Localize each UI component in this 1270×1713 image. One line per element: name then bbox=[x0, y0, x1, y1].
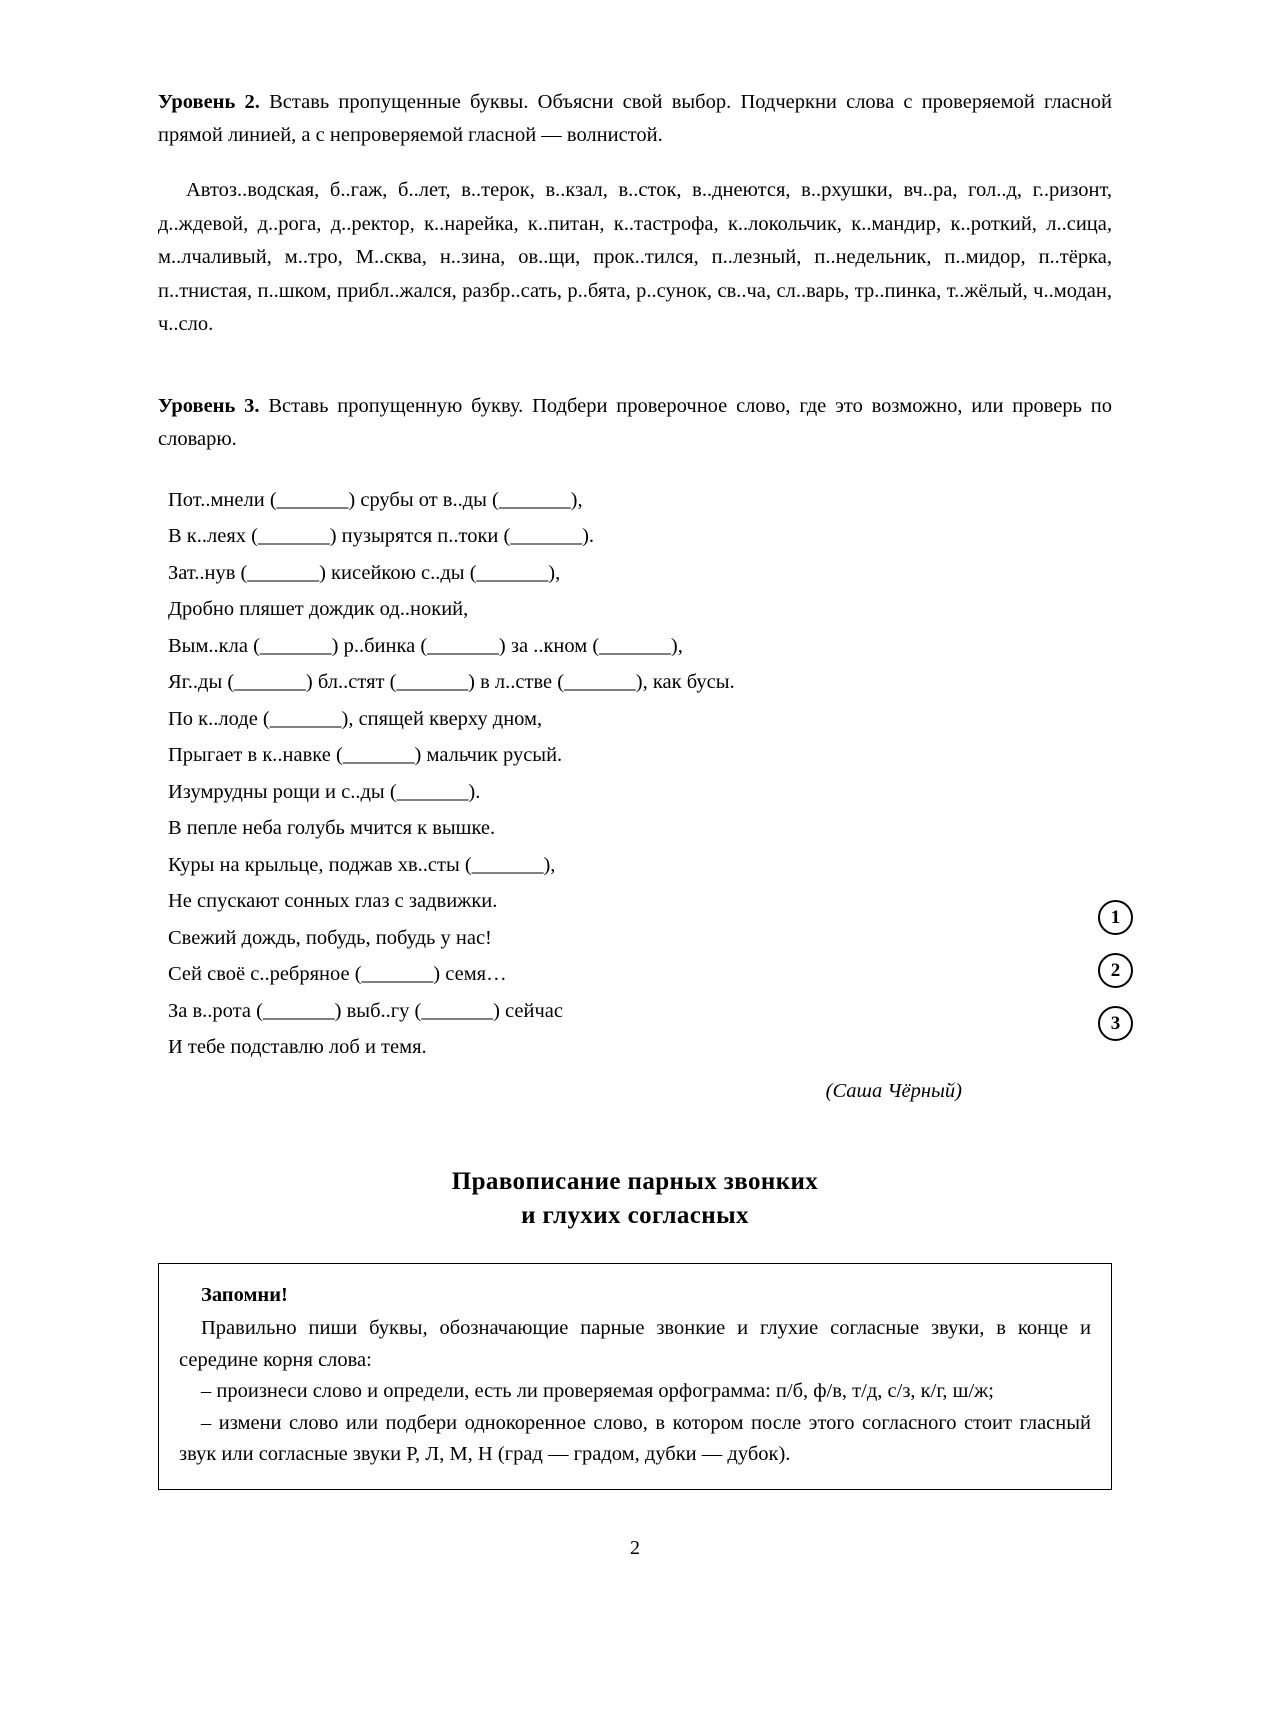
section-heading-line1: Правописание парных звонких bbox=[451, 1167, 819, 1195]
remember-box-title: Запомни! bbox=[201, 1283, 288, 1306]
remember-box-paragraph: Правильно пиши буквы, обозначающие парные звонкие и глухие согласные звуки, в конце и середине корня слова: bbox=[179, 1317, 1091, 1371]
margin-marker-3: 3 bbox=[1098, 1006, 1133, 1041]
margin-markers bbox=[1098, 900, 1142, 1059]
poem-line: Зат..нув (_______) кисейкою с..ды (_______), bbox=[168, 561, 561, 584]
margin-marker-2: 2 bbox=[1098, 953, 1133, 988]
poem-line: Пот..мнели (_______) срубы от в..ды (_______), bbox=[168, 488, 583, 511]
poem-line: За в..рота (_______) выб..гу (_______) сейчас bbox=[168, 999, 563, 1022]
task-level-2 bbox=[158, 86, 1112, 342]
poem-line: Дробно пляшет дождик од..нокий, bbox=[168, 598, 469, 620]
task-level-2-label: Уровень 2. bbox=[158, 91, 260, 113]
task-level-3 bbox=[158, 390, 1112, 1103]
remember-box bbox=[158, 1263, 1112, 1490]
remember-box-paragraph: – произнеси слово и определи, есть ли проверяемая орфограмма: п/б, ф/в, т/д, с/з, к/г, ш/ж; bbox=[201, 1380, 995, 1402]
page-content bbox=[158, 86, 1112, 1490]
page-number: 2 bbox=[630, 1537, 640, 1559]
poem-attribution: (Саша Чёрный) bbox=[825, 1079, 962, 1102]
task-level-3-instruction bbox=[158, 390, 1112, 456]
poem-line: Прыгает в к..навке (_______) мальчик русый. bbox=[168, 744, 563, 766]
remember-box-paragraph: – измени слово или подбери однокоренное слово, в котором после этого согласного стоит гласный звук или согласные звуки Р, Л, М, Н (град — градом, дубки — дубок). bbox=[179, 1411, 1091, 1465]
poem-line: Свежий дождь, побудь, побудь у нас! bbox=[168, 926, 492, 949]
poem-line: В пепле неба голубь мчится к вышке. bbox=[168, 817, 496, 839]
task-level-3-label: Уровень 3. bbox=[158, 394, 260, 417]
task-level-3-text: Вставь пропущенную букву. Подбери проверочное слово, где это возможно, или проверь по словарю. bbox=[158, 394, 1112, 450]
poem-line: По к..лоде (_______), спящей кверху дном, bbox=[168, 707, 543, 730]
poem-line: Сей своё с..ребряное (_______) семя… bbox=[168, 963, 507, 985]
poem-line: Куры на крыльце, поджав хв..сты (_______), bbox=[168, 853, 556, 876]
poem-block bbox=[168, 482, 1112, 1066]
poem-line: Не спускают сонных глаз с задвижки. bbox=[168, 890, 498, 912]
task-level-2-word-list: Автоз..водская, б..гаж, б..лет, в..терок, в..кзал, в..сток, в..днеются, в..рхушки, вч..ра, гол..д, г..ризонт, д..ждевой, д..рога, д..ректор, к..нарейка, к..питан, к..тастрофа, к..локольчик, к..мандир, к..роткий, л..сица, м..лчаливый, м..тро, М..сква, н..зина, ов..щи, прок..тился, п..лезный, п..недельник, п..мидор, п..тёрка, п..тнистая, п..шком, прибл..жался, разбр..сать, р..бята, р..сунок, св..ча, сл..варь, тр..пинка, т..жёлый, ч..модан, ч..сло. bbox=[158, 179, 1112, 335]
poem-line: Яг..ды (_______) бл..стят (_______) в л..стве (_______), как бусы. bbox=[168, 671, 735, 693]
task-level-2-text: Вставь пропущенные буквы. Объясни свой выбор. Подчеркни слова с проверяемой гласной прямой линией, а с непроверяемой гласной — волнистой. bbox=[158, 91, 1112, 146]
poem-line: Изумрудны рощи и с..ды (_______). bbox=[168, 780, 481, 803]
poem-line: Вым..кла (_______) р..бинка (_______) за ..кном (_______), bbox=[168, 634, 683, 657]
section-heading-line2: и глухих согласных bbox=[521, 1201, 749, 1229]
section-heading bbox=[158, 1165, 1112, 1233]
poem-line: И тебе подставлю лоб и темя. bbox=[168, 1036, 427, 1058]
poem-line: В к..леях (_______) пузырятся п..токи (_______). bbox=[168, 525, 595, 547]
margin-marker-1: 1 bbox=[1098, 900, 1133, 935]
task-level-2-instruction bbox=[158, 86, 1112, 152]
